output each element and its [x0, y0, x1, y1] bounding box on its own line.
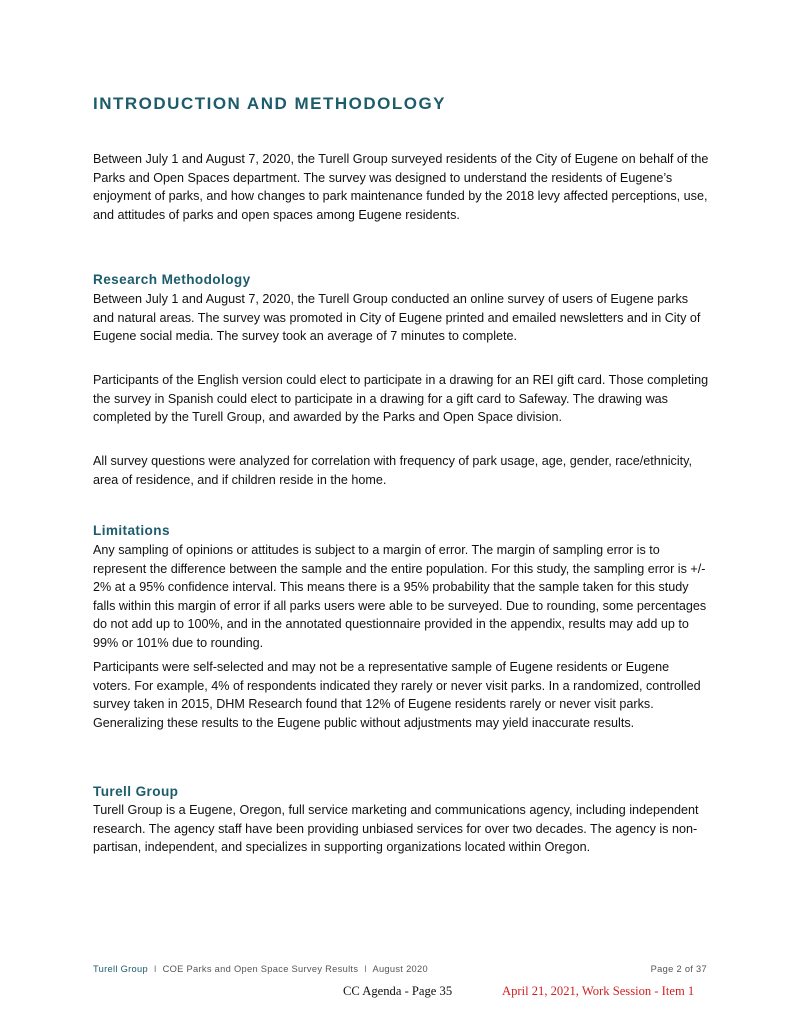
research-methodology-heading: Research Methodology: [93, 272, 251, 287]
footer-brand: Turell Group: [93, 964, 148, 974]
limitations-paragraph-2: Participants were self-selected and may not be a representative sample of Eugene residents or Eugene voters. For example, 4% of respondents indicated they rarely or never visit parks. In a randomized, controlled survey taken in 2015, DHM Research found that 12% of Eugene residents rarely or never visit parks. Generalizing these results to the Eugene public without adjustments may yield inaccurate results.: [93, 660, 701, 730]
page-title: INTRODUCTION AND METHODOLOGY: [93, 94, 447, 113]
footer-separator-2: I: [364, 964, 368, 974]
footer-date: August 2020: [372, 964, 428, 974]
footer-page-number: Page 2 of 37: [650, 964, 707, 974]
footer-left: [93, 964, 428, 974]
work-session-stamp: April 21, 2021, Work Session - Item 1: [502, 984, 695, 998]
intro-paragraph: Between July 1 and August 7, 2020, the Turell Group surveyed residents of the City of Eugene on behalf of the Parks and Open Spaces department. The survey was designed to understand the residents of Eugene’s enjoyment of parks, and how changes to park maintenance funded by the 2018 levy affected perceptions, use, and attitudes of parks and open spaces among Eugene residents.: [93, 152, 709, 222]
footer-separator: I: [153, 964, 157, 974]
limitations-paragraph-1: Any sampling of opinions or attitudes is subject to a margin of error. The margin of sampling error is to represent the difference between the sample and the entire population. For this study, the sampling error is +/- 2% at a 95% confidence interval. This means there is a 95% probability that the sample taken for this study falls within this margin of error if all parks users were able to be surveyed. Due to rounding, some percentages do not add up to 100%, and in the annotated questionnaire provided in the appendix, results may add up to 99% or 101% due to rounding.: [93, 543, 707, 650]
turell-group-heading: Turell Group: [93, 784, 179, 799]
agenda-page-stamp: CC Agenda - Page 35: [343, 984, 453, 998]
limitations-heading: Limitations: [93, 523, 170, 538]
turell-group-paragraph: Turell Group is a Eugene, Oregon, full service marketing and communications agency, including independent research. The agency staff have been providing unbiased services for over two decades. The agency is non-partisan, independent, and specializes in supporting organizations located within Oregon.: [93, 803, 699, 854]
research-paragraph-3: All survey questions were analyzed for correlation with frequency of park usage, age, gender, race/ethnicity, area of residence, and if children reside in the home.: [93, 454, 692, 487]
research-paragraph-1: Between July 1 and August 7, 2020, the Turell Group conducted an online survey of users of Eugene parks and natural areas. The survey was promoted in City of Eugene printed and emailed newsletters and in City of Eugene social media. The survey took an average of 7 minutes to complete.: [93, 292, 701, 343]
footer-report-title: COE Parks and Open Space Survey Results: [162, 964, 359, 974]
research-paragraph-2: Participants of the English version could elect to participate in a drawing for an REI gift card. Those completing the survey in Spanish could elect to participate in a drawing for a gift card to Safeway. The drawing was completed by the Turell Group, and awarded by the Parks and Open Space division.: [93, 373, 709, 424]
